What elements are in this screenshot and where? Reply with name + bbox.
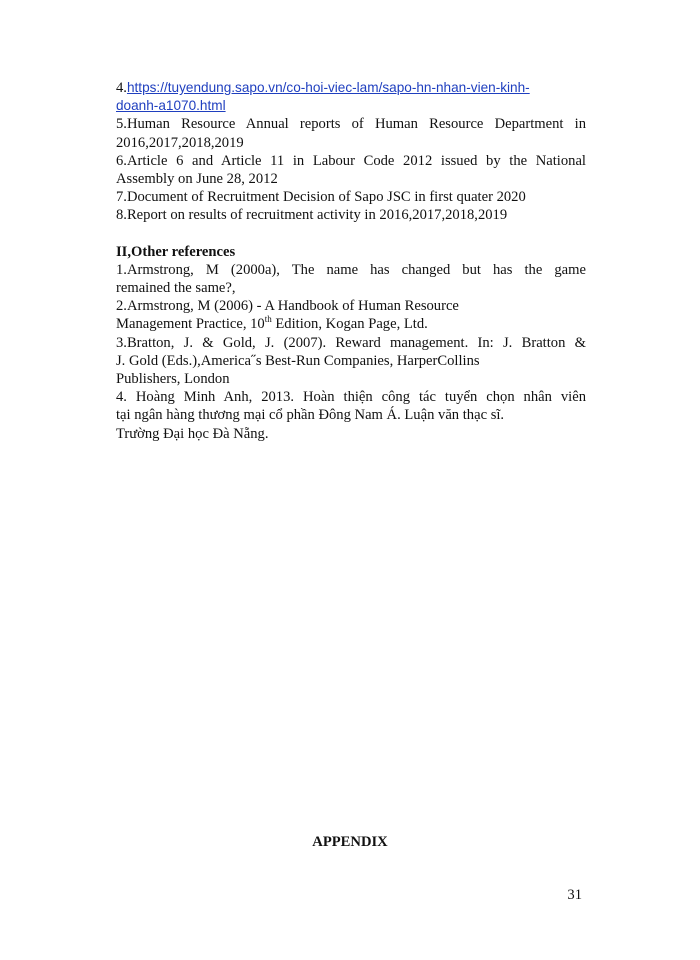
reference-item-8: 8.Report on results of recruitment activity in 2016,2017,2018,2019 — [116, 207, 508, 224]
page-number: 31 — [567, 887, 582, 903]
reference-item-4-cont — [116, 97, 586, 115]
reference-item-7: 7.Document of Recruitment Decision of Sapo JSC in first quater 2020 — [116, 189, 526, 206]
reference-item-5-line1: 5.Human Resource Annual reports of Human Resource Department in — [116, 116, 586, 133]
reference-number: 4. — [116, 80, 127, 96]
reference-url-link-continued[interactable]: doanh-a1070.html — [116, 98, 226, 114]
other-reference-1-line2: remained the same?, — [116, 280, 236, 297]
section-gap — [116, 225, 586, 243]
references-list — [116, 79, 586, 443]
other-reference-2-line2 — [116, 315, 586, 333]
other-reference-3-line1: 3.Bratton, J. & Gold, J. (2007). Reward management. In: J. Bratton & — [116, 334, 586, 351]
other-reference-4-line3: Trường Đại học Đà Nẵng. — [116, 425, 269, 442]
other-reference-4-line1: 4. Hoàng Minh Anh, 2013. Hoàn thiện công tác tuyển chọn nhân viên — [116, 389, 586, 406]
other-reference-4-line2: tại ngân hàng thương mại cổ phần Đông Nam Á. Luận văn thạc sĩ. — [116, 407, 505, 424]
other-reference-1-line1: 1.Armstrong, M (2000a), The name has changed but has the game — [116, 261, 586, 278]
other-reference-2-text-end: Edition, Kogan Page, Ltd. — [271, 316, 428, 333]
other-reference-3-line2: J. Gold (Eds.),America˝s Best-Run Companies, HarperCollins — [116, 352, 480, 369]
section-heading-other-references: II,Other references — [116, 243, 236, 260]
other-reference-2-line1: 2.Armstrong, M (2006) - A Handbook of Human Resource — [116, 298, 459, 315]
reference-item-4 — [116, 79, 586, 97]
reference-item-6-line1: 6.Article 6 and Article 11 in Labour Code 2012 issued by the National — [116, 152, 586, 169]
ordinal-superscript: th — [264, 314, 272, 325]
reference-url-link[interactable]: https://tuyendung.sapo.vn/co-hoi-viec-lam/sapo-hn-nhan-vien-kinh- — [126, 80, 530, 95]
reference-item-5-line2: 2016,2017,2018,2019 — [116, 134, 244, 151]
other-reference-3-line3: Publishers, London — [116, 371, 230, 388]
appendix-title: APPENDIX — [312, 834, 388, 850]
other-reference-2-text: Management Practice, 10 — [116, 316, 265, 333]
reference-item-6-line2: Assembly on June 28, 2012 — [116, 171, 278, 188]
